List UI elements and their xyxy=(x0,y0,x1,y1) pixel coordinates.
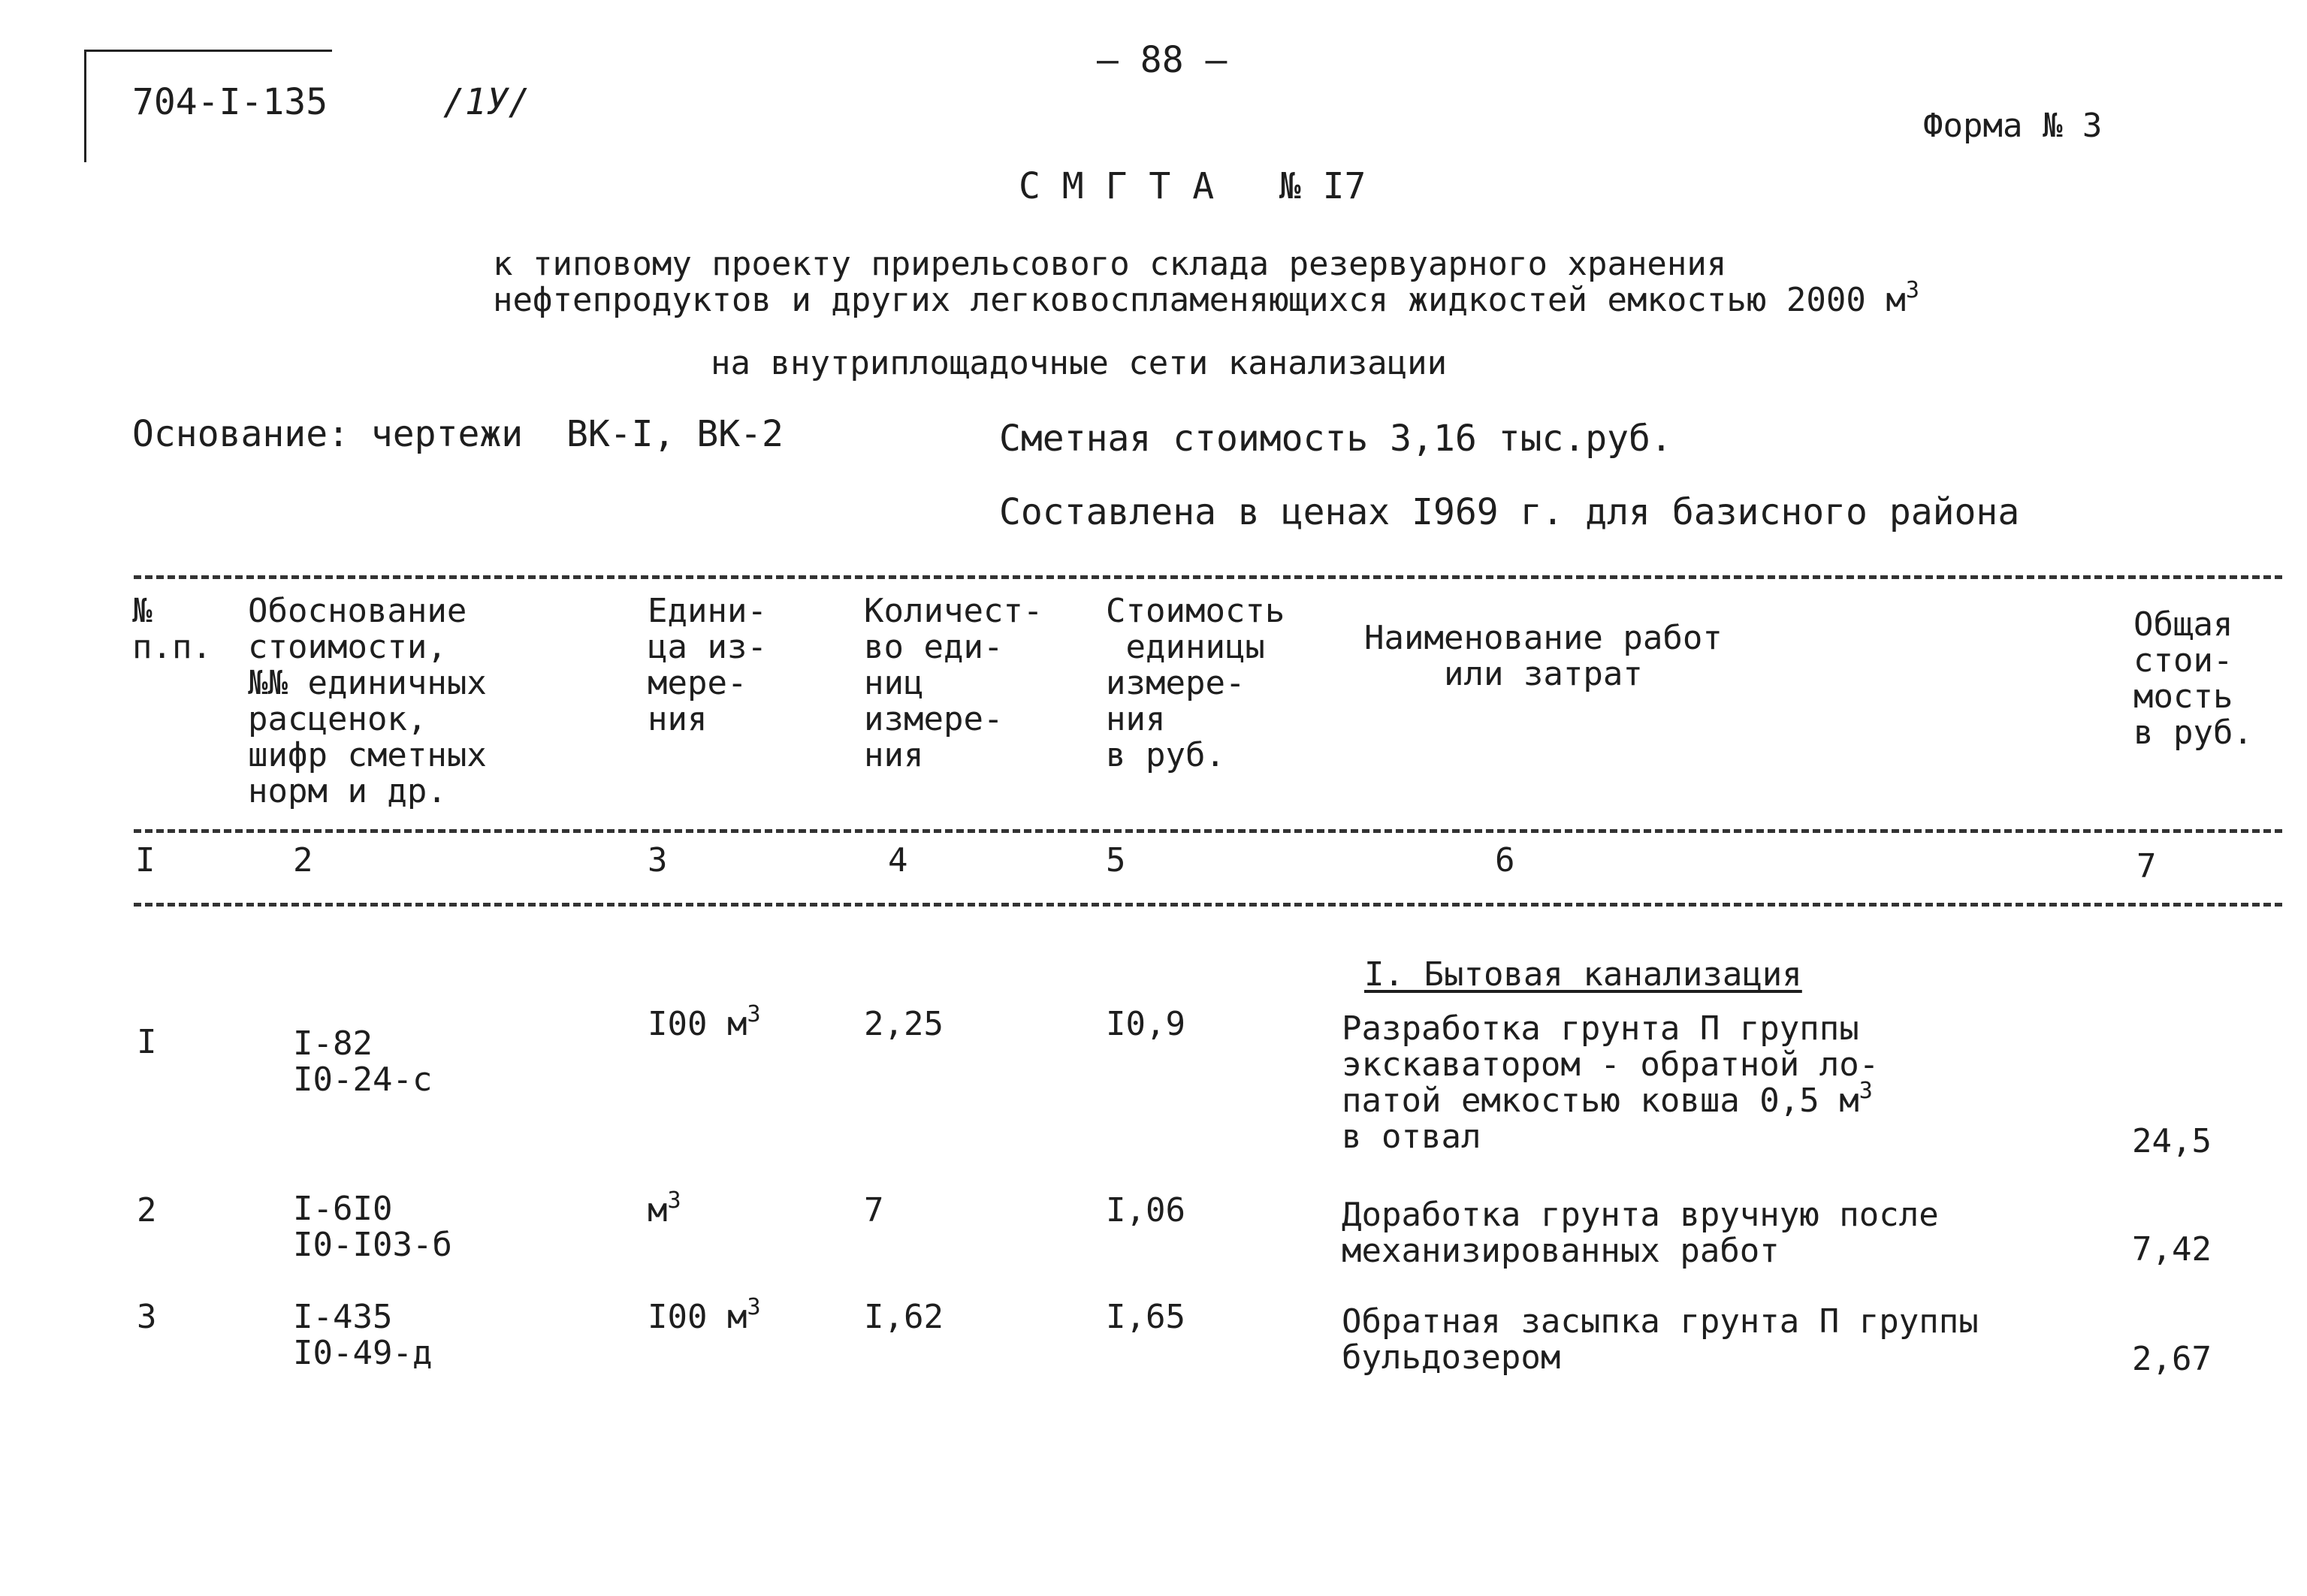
subtitle-line-3: на внутриплощадочные сети канализации xyxy=(711,344,1448,382)
row-2-number: 2 xyxy=(137,1191,157,1229)
column-number-7: 7 xyxy=(2136,847,2157,885)
subtitle-line-1: к типовому проекту прирельсового склада резервуарного хранения xyxy=(493,245,1727,283)
row-2-unit: $м^3$ xyxy=(648,1187,681,1229)
header-col-4: Количест- во еди- ниц измере- ния xyxy=(864,592,1043,774)
header-col-1: № п.п. xyxy=(132,592,212,666)
corner-mark-vertical xyxy=(84,50,86,162)
table-top-rule xyxy=(134,575,2282,579)
row-2-basis: I-6I0 I0-I03-б xyxy=(293,1190,452,1264)
project-mark: /1У/ xyxy=(443,81,530,123)
row-1-unit: I00 $м^3$ xyxy=(648,1001,761,1043)
table-numbers-rule xyxy=(134,903,2282,907)
row-1-basis: I-82 I0-24-с xyxy=(293,1024,433,1099)
column-number-3: 3 xyxy=(648,841,668,879)
column-number-4: 4 xyxy=(888,841,908,879)
column-number-5: 5 xyxy=(1106,841,1126,879)
header-col-6: Наименование работ или затрат xyxy=(1364,619,1723,693)
corner-mark-horizontal xyxy=(84,50,332,52)
row-3-total: 2,67 xyxy=(2132,1340,2212,1378)
row-3-basis: I-435 I0-49-д xyxy=(293,1298,433,1372)
row-1-number: I xyxy=(137,1023,157,1061)
subtitle-line-2: нефтепродуктов и других легковоспламеняющихся жидкостей емкостью 2000 $м^3$ xyxy=(493,277,1919,319)
document-title: С М Г Т А № I7 xyxy=(1019,165,1366,207)
compiled-in-prices: Составлена в ценах I969 г. для базисного района xyxy=(999,491,2020,533)
row-2-total: 7,42 xyxy=(2132,1230,2212,1269)
row-3-unit-cost: I,65 xyxy=(1106,1298,1185,1336)
row-2-unit-cost: I,06 xyxy=(1106,1191,1185,1229)
column-number-2: 2 xyxy=(293,841,313,879)
estimated-cost: Сметная стоимость 3,16 тыс.руб. xyxy=(999,418,1672,460)
row-1-unit-cost: I0,9 xyxy=(1106,1005,1185,1043)
row-1-quantity: 2,25 xyxy=(864,1005,944,1043)
row-3-unit: I00 $м^3$ xyxy=(648,1294,761,1336)
header-col-2: Обоснование стоимости, №№ единичных расценок, шифр сметных норм и др. xyxy=(248,592,487,810)
row-3-number: 3 xyxy=(137,1298,157,1336)
row-1-total: 24,5 xyxy=(2132,1122,2212,1160)
project-code: 704-I-135 xyxy=(132,81,328,123)
row-3-work-name: Обратная засыпка грунта П группы бульдозером xyxy=(1342,1302,1979,1377)
header-col-7: Общая стои- мость в руб. xyxy=(2133,605,2253,752)
row-1-work-name: Разработка грунта П группы экскаватором - обратной ло- патой емкостью ковша 0,5 $м^3$ в отвал xyxy=(1342,1009,1880,1156)
form-label: Форма № 3 xyxy=(1923,107,2103,145)
table-header-rule xyxy=(134,829,2282,833)
section-title: I. Бытовая канализация xyxy=(1364,955,1802,994)
basis-text: Основание: чертежи ВК-I, ВК-2 xyxy=(132,413,784,455)
column-number-1: I xyxy=(135,841,156,879)
header-col-3: Едини- ца из- мере- ния xyxy=(648,592,767,738)
row-2-quantity: 7 xyxy=(864,1191,884,1229)
row-3-quantity: I,62 xyxy=(864,1298,944,1336)
header-col-5: Стоимость единицы измере- ния в руб. xyxy=(1106,592,1285,774)
row-2-work-name: Доработка грунта вручную после механизированных работ xyxy=(1342,1196,1939,1270)
page-number: — 88 — xyxy=(1097,39,1227,81)
column-number-6: 6 xyxy=(1495,841,1515,879)
